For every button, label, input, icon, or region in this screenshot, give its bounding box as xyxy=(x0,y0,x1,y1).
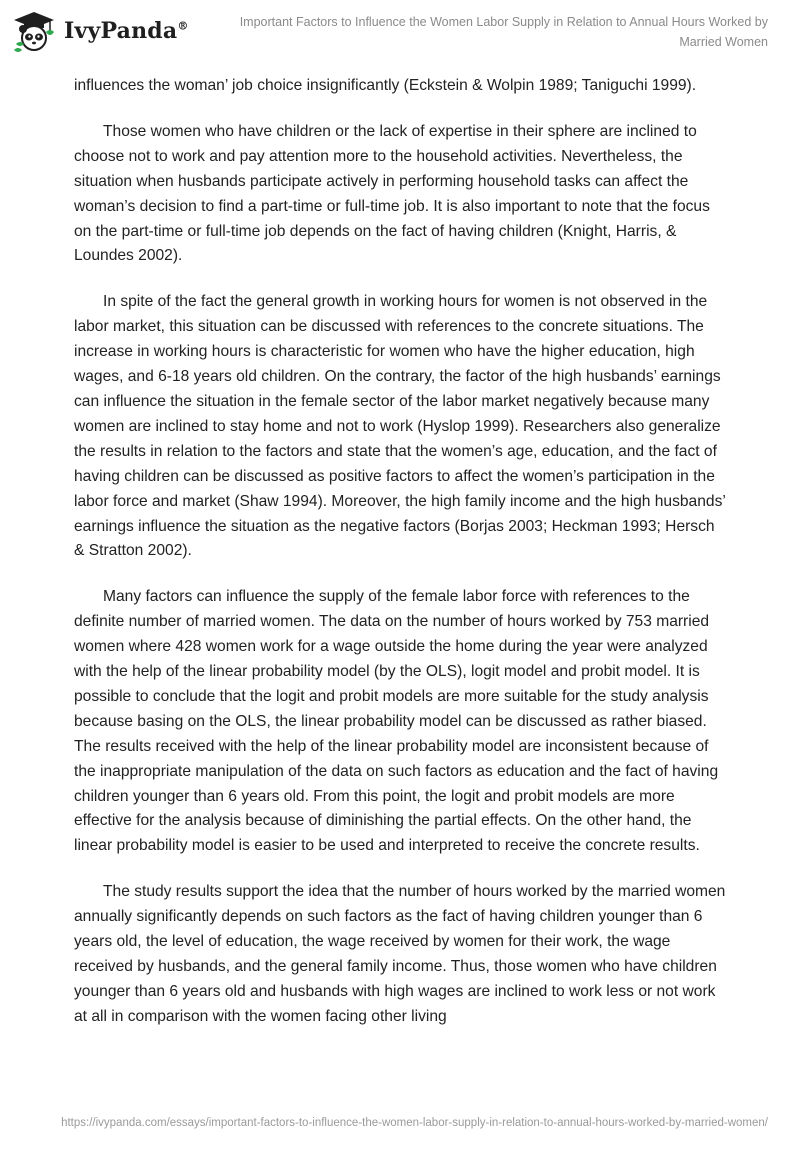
essay-body xyxy=(74,74,728,1051)
paragraph: Many factors can influence the supply of the female labor force with references to the definite number of married women. The data on the number of hours worked by 753 married women where 428 women work for a wage outside the home during the year were analyzed with the help of the linear probability model (by the OLS), logit model and probit model. It is possible to conclude that the logit and probit models are more suitable for the study analysis because basing on the OLS, the linear probability model can be discussed as rather biased. The results received with the help of the linear probability model are inconsistent because of the inappropriate manipulation of the data on such factors as education and the fact of having children younger than 6 years old. From this point, the logit and probit models are more effective for the analysis because of diminishing the partial effects. On the other hand, the linear probability model is easier to be used and interpreted to receive the concrete results. xyxy=(74,588,719,855)
paragraph: Those women who have children or the lack of expertise in their sphere are inclined to choose not to work and pay attention more to the household activities. Nevertheless, the situation when husbands participate actively in performing household tasks can affect the woman’s decision to find a part-time or full-time job. It is also important to note that the focus on the part-time or full-time job depends on the fact of having children (Knight, Harris, & Loundes 2002). xyxy=(74,122,710,265)
panda-graduate-icon xyxy=(10,10,58,52)
registered-mark: ® xyxy=(177,19,189,33)
ivypanda-logo[interactable] xyxy=(10,10,189,52)
paragraph: In spite of the fact the general growth in working hours for women is not observed in the labor market, this situation can be discussed with references to the concrete situations. The increase in working hours is characteristic for women who have the higher education, high wages, and 6-18 years old children. On the contrary, the factor of the high husbands’ earnings can influence the situation in the female sector of the labor market negatively because many women are inclined to stay home and not to work (Hyslop 1999). Researchers also generalize the results in relation to the factors and state that the women’s age, education, and the fact of having children can be discussed as positive factors to affect the women’s participation in the labor force and market (Shaw 1994). Moreover, the high family income and the high husbands’ earnings influence the situation as the negative factors (Borjas 2003; Heckman 1993; Hersch & Stratton 2002). xyxy=(74,293,726,560)
logo-wordmark xyxy=(64,18,189,44)
paragraph-continued: influences the woman’ job choice insignificantly (Eckstein & Wolpin 1989; Taniguchi 1999). xyxy=(74,77,697,94)
source-url[interactable]: https://ivypanda.com/essays/important-factors-to-influence-the-women-labor-supply-in-relation-to-annual-hours-worked-by-married-women/ xyxy=(61,1117,768,1129)
logo-text: IvyPanda xyxy=(64,18,178,44)
document-title: Important Factors to Influence the Women Labor Supply in Relation to Annual Hours Worked by Married Women xyxy=(239,15,768,49)
page-header xyxy=(0,0,800,62)
paragraph: The study results support the idea that the number of hours worked by the married women annually significantly depends on such factors as the fact of having children younger than 6 years old, the level of education, the wage received by women for their work, the wage received by husbands, and the general family income. Thus, those women who have children younger than 6 years old and husbands with high wages are inclined to work less or not work at all in comparison with the women facing other living xyxy=(74,883,726,1025)
